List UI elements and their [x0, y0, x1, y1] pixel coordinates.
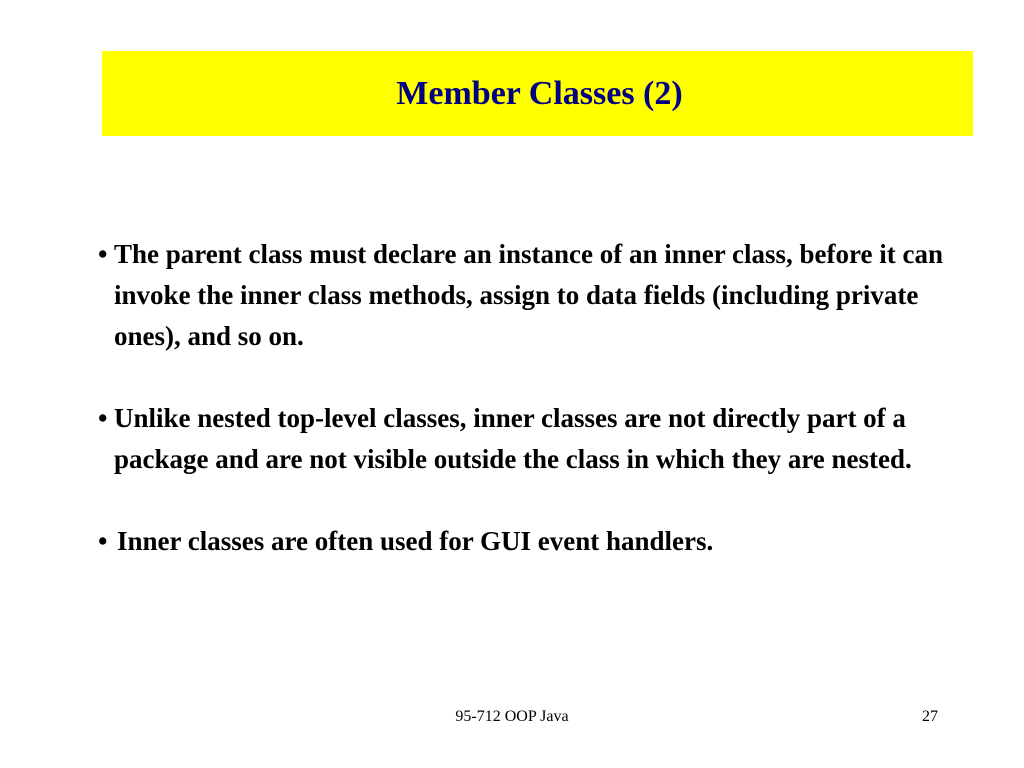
footer-course: 95-712 OOP Java: [455, 708, 569, 725]
bullet-list: [98, 234, 958, 562]
bullet-item: [98, 398, 958, 480]
bullet-marker: •: [98, 403, 108, 433]
bullet-item: [98, 521, 958, 562]
slide-title: Member Classes (2): [396, 74, 683, 112]
bullet-text: Inner classes are often used for GUI event handlers.: [117, 526, 714, 556]
title-banner: [102, 51, 973, 136]
bullet-text: The parent class must declare an instance of an inner class, before it can invoke the inner class methods, assign to data fields (including private ones), and so on.: [114, 239, 943, 351]
bullet-marker: •: [98, 526, 108, 556]
bullet-text: Unlike nested top-level classes, inner classes are not directly part of a package and are not visible outside the class in which they are nested.: [114, 403, 912, 474]
footer-page-number: 27: [922, 708, 938, 725]
bullet-marker: •: [98, 239, 108, 269]
bullet-item: [98, 234, 958, 357]
